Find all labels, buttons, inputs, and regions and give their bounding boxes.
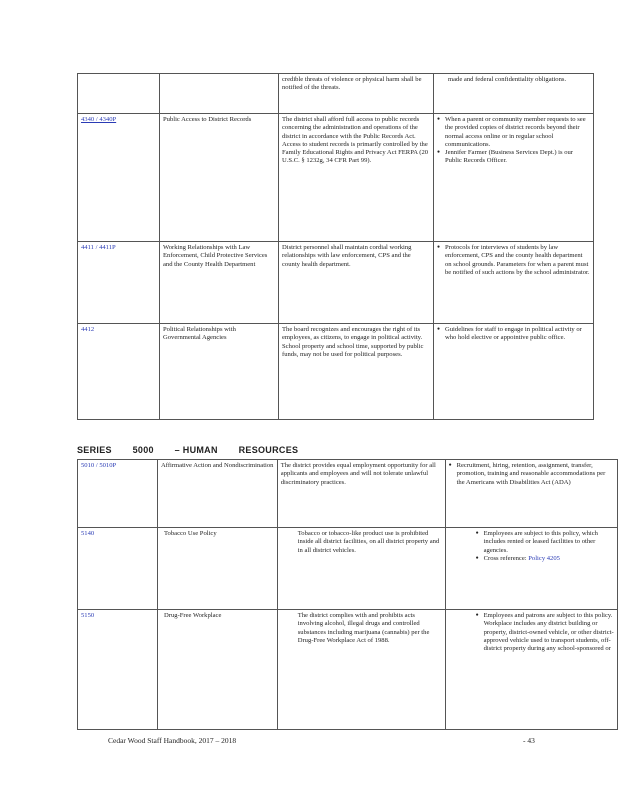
policy-title: Tobacco Use Policy xyxy=(157,528,277,610)
list-item: ● Jennifer Farmer (Business Services Dept.) is our Public Records Officer. xyxy=(445,149,590,166)
policy-summary: Tobacco or tobacco-like product use is prohibited inside all district facilities, on all district property and in all district vehicles. xyxy=(277,528,445,610)
policy-notes xyxy=(434,324,594,420)
policy-summary: The district complies with and prohibits acts involving alcohol, illegal drugs and controlled substances including marijuana (cannabis) per the Drug-Free Workplace Act of 1988. xyxy=(277,610,445,730)
policy-code: 5140 xyxy=(81,530,95,537)
footer-title: Cedar Wood Staff Handbook, 2017 – 2018 xyxy=(108,736,237,745)
notes-list xyxy=(437,244,590,277)
policy-title: Public Access to District Records xyxy=(160,114,279,242)
policy-title: Political Relationships with Governmental Agencies xyxy=(160,324,279,420)
list-item: ● Protocols for interviews of students by law enforcement, CPS and the county health department on school grounds. Parameters for when a parent must be notified of such actions by the school administrator. xyxy=(445,244,590,277)
page-number: - 43 xyxy=(523,736,535,745)
policy-code-cell xyxy=(78,324,160,420)
table-row xyxy=(78,528,618,610)
policy-title-cell xyxy=(160,74,279,114)
policy-code-cell xyxy=(78,460,158,528)
series-heading xyxy=(77,445,316,455)
policy-code-cell xyxy=(78,610,158,730)
list-item xyxy=(484,555,614,563)
policy-code-cell xyxy=(78,528,158,610)
policy-notes xyxy=(445,460,617,528)
policy-summary: District personnel shall maintain cordial working relationships with law enforcement, CPS and the county health department. xyxy=(279,242,434,324)
series-dash: – HUMAN xyxy=(174,445,218,455)
policy-summary: credible threats of violence or physical harm shall be notified of the threats. xyxy=(279,74,434,114)
policy-notes xyxy=(434,242,594,324)
policy-code-link[interactable]: 4340 / 4340P xyxy=(81,116,117,123)
table-row xyxy=(78,460,618,528)
policy-title: Working Relationships with Law Enforcement, Child Protective Services and the County Health Department xyxy=(160,242,279,324)
series-name: RESOURCES xyxy=(238,445,299,455)
list-item: ● Recruitment, hiring, retention, assignment, transfer, promotion, training and reasonable accommodations per the Americans with Disabilities Act (ADA) xyxy=(457,462,614,487)
notes-list xyxy=(476,530,614,563)
table-row xyxy=(78,324,594,420)
table-row xyxy=(78,610,618,730)
policy-code-cell xyxy=(78,74,160,114)
policy-code: 4412 xyxy=(81,326,95,333)
policy-summary: The district shall afford full access to public records concerning the administration and operations of the district in accordance with the Public Records Act. Access to student records is primarily controlled by the Family Educational Rights and Privacy Act FERPA (20 U.S.C. § 1232g, 34 CFR Part 99). xyxy=(279,114,434,242)
policy-code: 5150 xyxy=(81,612,95,619)
list-item: ● When a parent or community member requests to see the provided copies of district records beyond their normal access online or in regular school communications. xyxy=(445,116,590,149)
policy-summary: The board recognizes and encourages the right of its employees, as citizens, to engage in political activity. School property and school time, supported by public funds, may not be used for political purposes. xyxy=(279,324,434,420)
policy-notes xyxy=(434,74,594,114)
notes-list xyxy=(437,116,590,166)
policy-code-cell xyxy=(78,114,160,242)
policy-title: Affirmative Action and Nondiscrimination xyxy=(157,460,277,528)
policy-table-4000 xyxy=(77,73,594,420)
policy-table-5000 xyxy=(77,459,618,730)
series-number: 5000 xyxy=(132,445,154,455)
table-row xyxy=(78,114,594,242)
notes-list xyxy=(437,326,590,343)
policy-notes xyxy=(445,528,617,610)
notes-list xyxy=(476,612,614,653)
table-row xyxy=(78,242,594,324)
note-text: made and federal confidentiality obligations. xyxy=(448,76,567,83)
policy-code-cell xyxy=(78,242,160,324)
list-item: ● Guidelines for staff to engage in political activity or who hold elective or appointive public office. xyxy=(445,326,590,343)
cross-reference-label: Cross reference: xyxy=(483,554,529,562)
policy-notes xyxy=(445,610,617,730)
policy-summary: The district provides equal employment opportunity for all applicants and employees and will not tolerate unlawful discriminatory practices. xyxy=(277,460,445,528)
policy-notes xyxy=(434,114,594,242)
notes-list xyxy=(449,462,614,487)
policy-code: 5010 / 5010P xyxy=(81,462,117,469)
list-item: ● Employees and patrons are subject to this policy. Workplace includes any district building or property, district-owned vehicle, or other district-approved vehicle used to transport students, off-district property during any school-sponsored or xyxy=(484,612,614,653)
series-word: SERIES xyxy=(77,445,112,455)
table-row xyxy=(78,74,594,114)
list-item: ● Employees are subject to this policy, which includes rented or leased facilities to other agencies. xyxy=(484,530,614,555)
policy-title: Drug-Free Workplace xyxy=(157,610,277,730)
policy-code: 4411 / 4411P xyxy=(81,244,116,251)
cross-reference-link[interactable]: Policy 4205 xyxy=(528,554,560,562)
